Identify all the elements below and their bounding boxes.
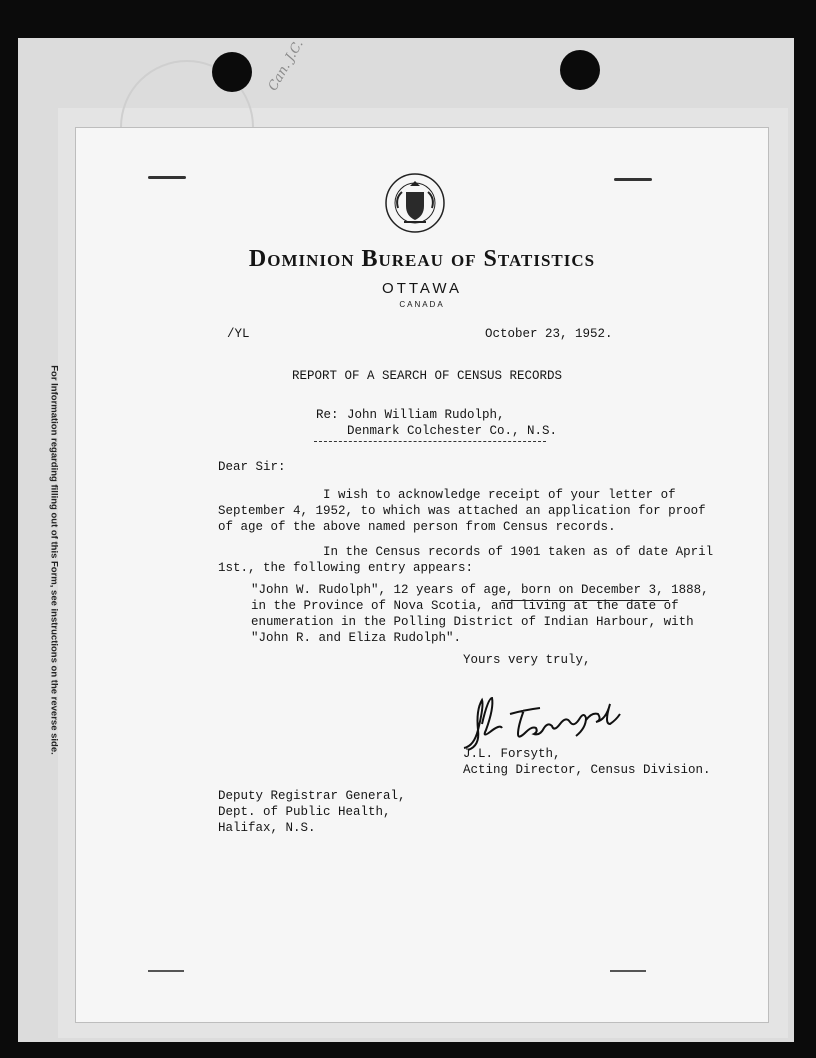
punch-hole-left bbox=[212, 52, 252, 92]
re-subject-place: Denmark Colchester Co., N.S. bbox=[347, 424, 558, 438]
re-dashed-rule bbox=[314, 441, 546, 442]
paragraph-acknowledgement: I wish to acknowledge receipt of your letter of September 4, 1952, to which was attached an application for proof of age of the above named person from Census records. bbox=[218, 488, 706, 534]
side-instruction-note: For Information regarding filling out of this Form, see instructions on the reverse side. bbox=[48, 365, 60, 755]
letterhead-country: CANADA bbox=[399, 300, 445, 309]
signer-title: Acting Director, Census Division. bbox=[463, 763, 711, 777]
letterhead-bureau: Dominion Bureau of Statistics bbox=[248, 246, 596, 272]
census-entry-quote: "John W. Rudolph", 12 years of age, born on December 3, 1888, in the Province of Nova Scotia, and living at the date of enumeration in the Polling District of Indian Harbour, with "John R. and Eliza Rudolph". bbox=[251, 583, 709, 645]
staple-mark-left bbox=[148, 176, 186, 179]
letterhead-city: OTTAWA bbox=[382, 280, 462, 297]
reference-initials: /YL bbox=[227, 327, 250, 341]
birth-date-underline bbox=[501, 600, 669, 601]
signer-name: J.L. Forsyth, bbox=[463, 747, 561, 761]
staple-mark-right bbox=[614, 178, 652, 181]
department-seal-icon bbox=[384, 172, 446, 234]
salutation: Dear Sir: bbox=[218, 460, 286, 474]
bottom-mark-left bbox=[148, 970, 184, 972]
punch-hole-right bbox=[560, 50, 600, 90]
re-label: Re: bbox=[316, 408, 339, 422]
letter-page bbox=[76, 128, 768, 1022]
bottom-mark-right bbox=[610, 970, 646, 972]
report-title: REPORT OF A SEARCH OF CENSUS RECORDS bbox=[292, 369, 563, 383]
recipient-address: Deputy Registrar General, Dept. of Public Health, Halifax, N.S. bbox=[218, 789, 406, 835]
closing: Yours very truly, bbox=[463, 653, 591, 667]
re-subject-name: John William Rudolph, bbox=[347, 408, 505, 422]
paragraph-census-intro: In the Census records of 1901 taken as of date April 1st., the following entry appears: bbox=[218, 545, 714, 575]
pencil-annotation: Can. J.C. bbox=[265, 37, 307, 94]
letter-date: October 23, 1952. bbox=[485, 327, 613, 341]
